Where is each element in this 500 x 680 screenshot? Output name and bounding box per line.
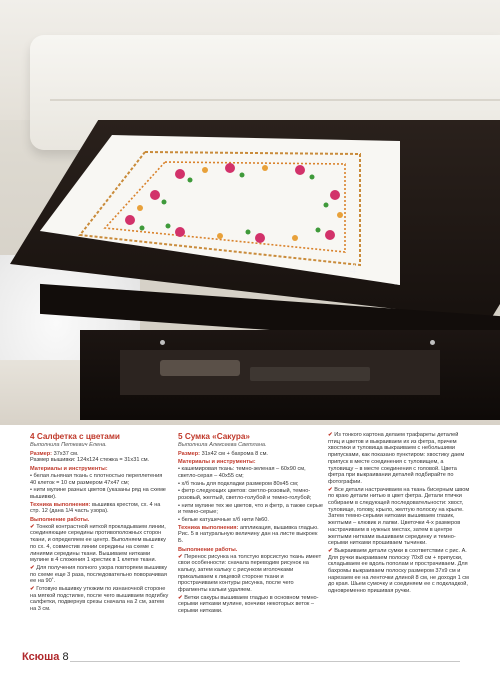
technique-value: вышивка крестом, сх. 4 на стр. 12 (дана 1/4 часть узора). bbox=[30, 501, 161, 515]
step-paragraph: ✔ Ветки сакуры вышиваем гладью в основном темно-серыми нитками мулине, кончики некоторых веток – серыми нитками. bbox=[178, 594, 319, 615]
step-paragraph: ✔ Все детали настрачиваем на ткань бисерным швом по краю детали нитью в цвет фетра. Детали птички собираем в следующей последовательности: хвост, туловище, голову, крыло, желтую полоску на крыле. Затем темно-серыми нитками вышиваем глазик, желтыми – клювик и лапки. Цветочки 4-х размеров настрачиваем в нужных местах, затем в центре желтыми нитками вышиваем серединку и темно-серыми нитками прошиваем тычинки. bbox=[328, 486, 470, 547]
materials-item: • х/б ткань для подкладки размером 80х45 см; bbox=[178, 480, 299, 487]
technique-line bbox=[178, 525, 323, 545]
embroidery-size: Размер вышивки: 124х124 стежка = 31х31 см. bbox=[30, 457, 150, 464]
article-title: 5 Сумка «Сакура» bbox=[178, 432, 250, 441]
check-icon: ✔ bbox=[328, 547, 333, 554]
check-icon: ✔ bbox=[328, 432, 333, 438]
step-paragraph: ✔ Из тонкого картона делаем трафареты деталей птиц и цветов и выкраиваем их из фетра, причем хвостики и туловища выкраиваем с небольшими припусками, как показано пунктиром: хвостику даем припуск в месте соединения с туловищем, а туловищу – в месте соединения с головой. Цвета фетра при выкраивании деталей подбирайте по фотографии. bbox=[328, 432, 465, 485]
check-icon: ✔ bbox=[30, 523, 35, 530]
magazine-brand: Ксюша bbox=[22, 651, 60, 663]
article-text bbox=[0, 425, 500, 680]
step-paragraph: ✔ Для получения полного узора повторяем вышивку по схеме еще 3 раза, последовательно поворачивая ее на 90˚. bbox=[30, 564, 168, 585]
size-value: 31х42 см + бахрома 8 см. bbox=[201, 450, 268, 457]
shelf-book bbox=[160, 360, 240, 376]
materials-item: • нити мулине разных цветов (указаны ряд на схеме вышивки). bbox=[30, 487, 166, 500]
materials-item: • белая льняная ткань с плотностью переплетения 40 клеток = 10 см размером 47х47 см; bbox=[30, 472, 163, 486]
check-icon: ✔ bbox=[178, 594, 183, 601]
check-icon: ✔ bbox=[328, 486, 333, 493]
check-icon: ✔ bbox=[178, 553, 183, 560]
check-icon: ✔ bbox=[30, 586, 35, 593]
size-line bbox=[178, 451, 323, 458]
footer-divider bbox=[70, 661, 460, 662]
shelf-book bbox=[250, 367, 370, 381]
technique-line bbox=[30, 502, 170, 515]
step-paragraph: ✔ Готовую вышивку утюжим по изнаночной стороне на мягкой подстилке, после чего вышиваем подгибку салфетки, подвернув срезы сначала на 2 см, затем на 3 см. bbox=[30, 586, 169, 613]
article-bag-continued bbox=[328, 432, 470, 596]
size-line bbox=[30, 451, 170, 458]
materials-item: • фетр следующих цветов: светло-розовый, темно-розовый, желтый, светло-голубой и темно-голубой; bbox=[178, 488, 312, 501]
page-footer bbox=[22, 651, 69, 663]
materials-item: • нити мулине тех же цветов, что и фетр, а также серые и темно-серые; bbox=[178, 502, 324, 516]
article-napkin bbox=[30, 432, 170, 614]
size-label: Размер: bbox=[30, 450, 53, 457]
work-heading: Выполнение работы. bbox=[30, 517, 90, 524]
step-paragraph: ✔ Перенос рисунка на толстую ворсистую ткань имеет свои особенности: сначала переводим рисунок на кальку, затем кальку с рисунком иголочками прикалываем к лицевой стороне ткани и прострачиваем контуры рисунка, после чего фрагменты кальки удаляем. bbox=[178, 553, 322, 594]
materials-heading: Материалы и инструменты: bbox=[30, 466, 108, 473]
article-bag bbox=[178, 432, 323, 616]
page-number: 8 bbox=[62, 651, 69, 663]
drawer-knob bbox=[430, 340, 435, 345]
step-paragraph: ✔ Выкраиваем детали сумки в соответствии с рис. А. Для ручки выкраиваем полоску 70х8 см + припуски, складываем ее вдоль пополам и прострачиваем. Для бахромы выкраиваем полоску размером 37х9 см и нарезаем ее на ленточки длиной 8 см, не доходя 1 см до края. Шьем сумочку и соединяем ее с подкладкой, одновременно пришивая ручки. bbox=[328, 547, 469, 595]
article-author: Выполнила Петкевич Елена. bbox=[30, 442, 107, 448]
photo-number: 4 bbox=[349, 262, 357, 278]
check-icon: ✔ bbox=[30, 564, 35, 571]
step-paragraph: ✔ Тонкой контрастной ниткой прокладываем линии, соединяющие середины противоположных сторон ткани, и определяем ее центр. Выполняем вышивку по сх. 4, совместив линии середины на схеме с линиями середины ткани. Вышиваем нитками мулине в 4 сложения 1 крестик в 1 клетке ткани. bbox=[30, 523, 166, 564]
materials-heading: Материалы и инструменты: bbox=[178, 459, 256, 466]
materials-item: • кашемировая ткань: темно-зеленая – 60х90 см, светло-серая – 40х55 см; bbox=[178, 466, 306, 479]
drawer-knob bbox=[160, 340, 165, 345]
materials-item: • белые катушечные х/б нити №60. bbox=[178, 517, 269, 524]
size-value: 37х37 см. bbox=[53, 450, 79, 457]
technique-label: Техника выполнения: bbox=[178, 524, 239, 531]
article-author: Выполнила Алексеева Светлана. bbox=[178, 442, 267, 448]
technique-value: аппликация, вышивка гладью. Рис. 5 в натуральную величину дан на листе выкроек Б. bbox=[178, 524, 319, 545]
technique-label: Техника выполнения: bbox=[30, 501, 91, 508]
size-label: Размер: bbox=[178, 450, 201, 457]
article-title: 4 Салфетка с цветами bbox=[30, 432, 120, 441]
work-heading: Выполнение работы. bbox=[178, 546, 238, 553]
